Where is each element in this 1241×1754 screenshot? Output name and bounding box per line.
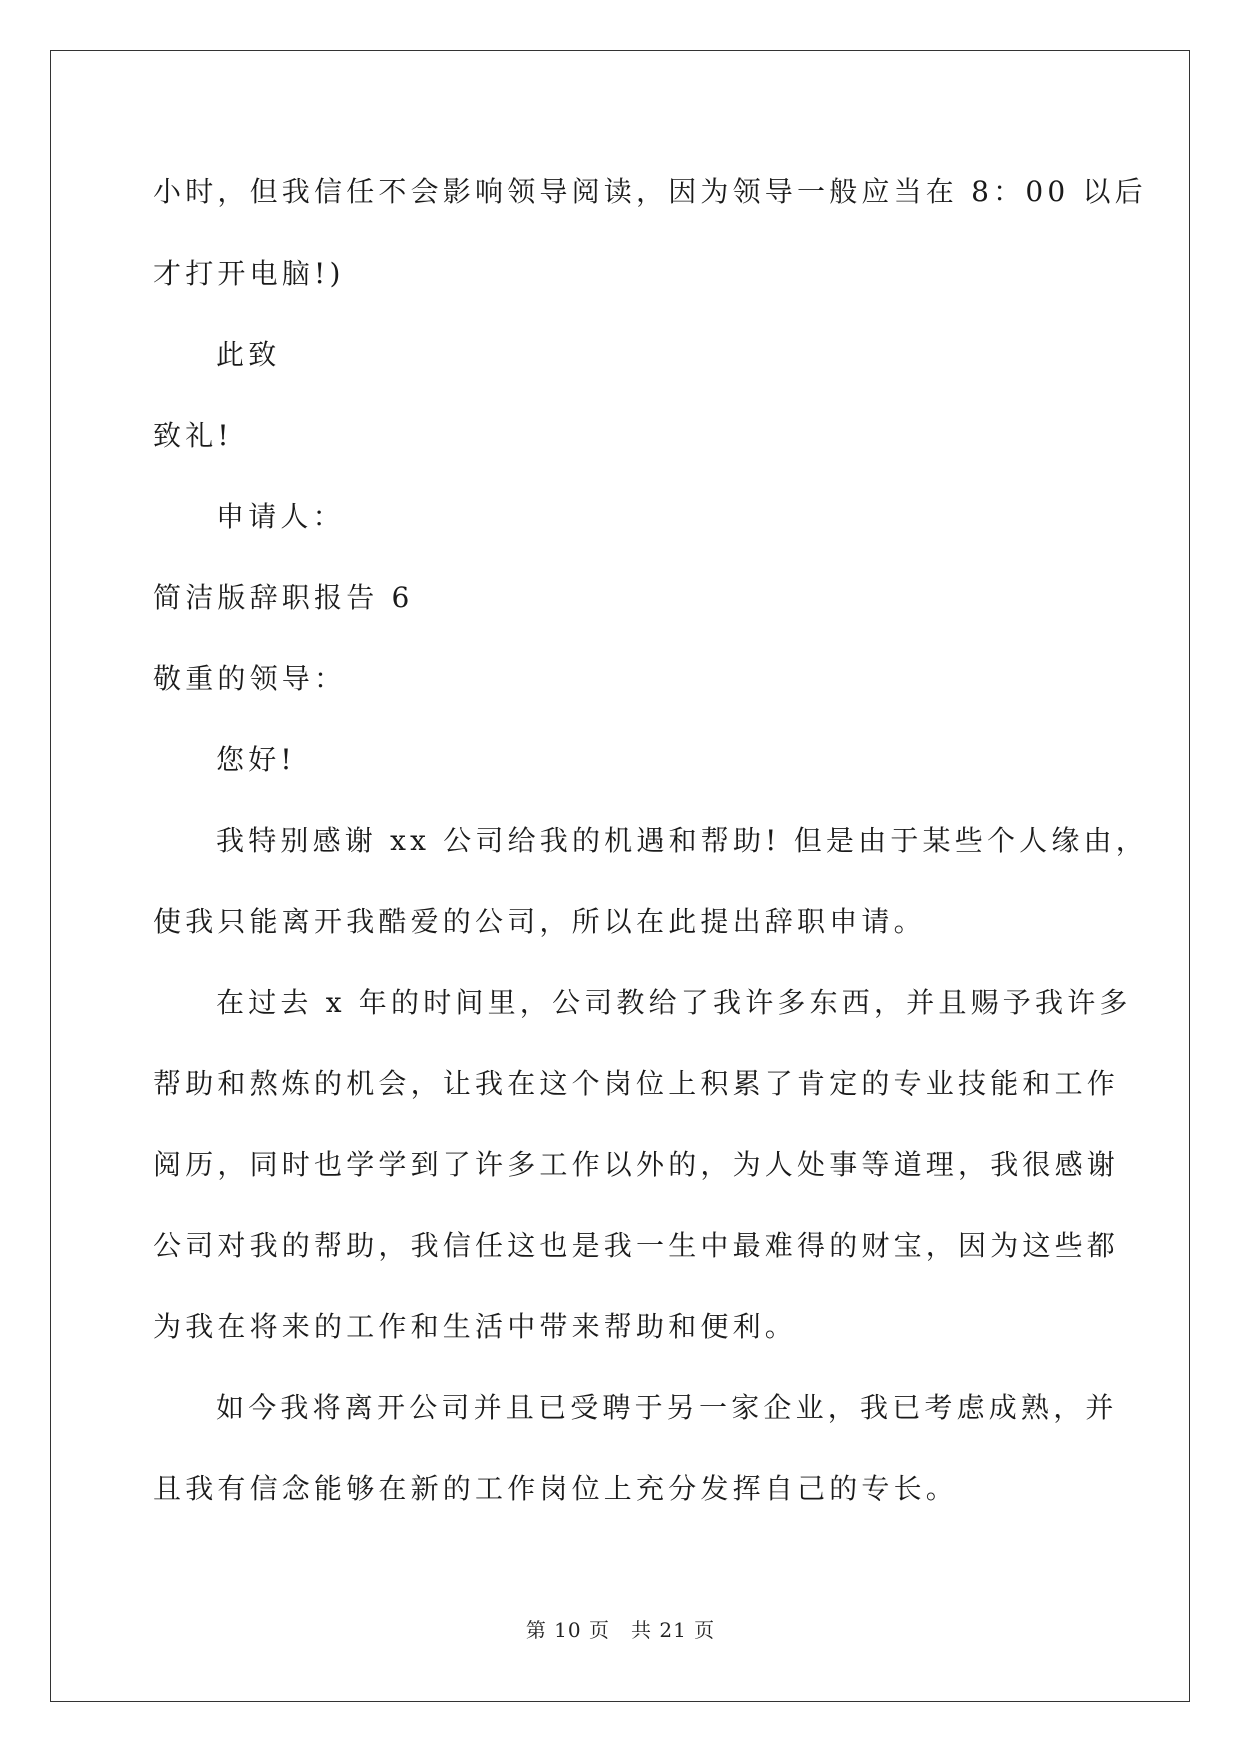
- closing-regards: 致礼!: [153, 419, 233, 452]
- paragraph-3-line-1: 如今我将离开公司并且已受聘于另一家企业，我已考虑成熟，并: [216, 1391, 1118, 1424]
- closing-salutation: 此致: [216, 338, 281, 371]
- applicant-label: 申请人：: [216, 500, 345, 533]
- paragraph-2-line-4: 公司对我的帮助，我信任这也是我一生中最难得的财宝，因为这些都: [153, 1229, 1120, 1262]
- paragraph-1-line-2: 使我只能离开我酷爱的公司，所以在此提出辞职申请。: [153, 905, 926, 938]
- paragraph-1-line-1: 我特别感谢 xx 公司给我的机遇和帮助! 但是由于某些个人缘由，: [216, 824, 1148, 857]
- section-title: 简洁版辞职报告 6: [153, 581, 414, 614]
- page-number: 第 10 页 共 21 页: [525, 1618, 716, 1642]
- paragraph-2-line-3: 阅历，同时也学学到了许多工作以外的，为人处事等道理，我很感谢: [153, 1148, 1120, 1181]
- text-line-1: 小时，但我信任不会影响领导阅读，因为领导一般应当在 8：00 以后: [153, 175, 1147, 208]
- greeting: 您好!: [216, 743, 296, 776]
- greeting-recipient: 敬重的领导：: [153, 662, 347, 695]
- page-border: [50, 50, 1190, 1702]
- paragraph-2-line-1: 在过去 x 年的时间里，公司教给了我许多东西，并且赐予我许多: [216, 986, 1132, 1019]
- paragraph-3-line-2: 且我有信念能够在新的工作岗位上充分发挥自己的专长。: [153, 1472, 959, 1505]
- paragraph-2-line-5: 为我在将来的工作和生活中带来帮助和便利。: [153, 1310, 798, 1343]
- text-line-2: 才打开电脑!): [153, 257, 345, 290]
- paragraph-2-line-2: 帮助和熬炼的机会，让我在这个岗位上积累了肯定的专业技能和工作: [153, 1067, 1120, 1100]
